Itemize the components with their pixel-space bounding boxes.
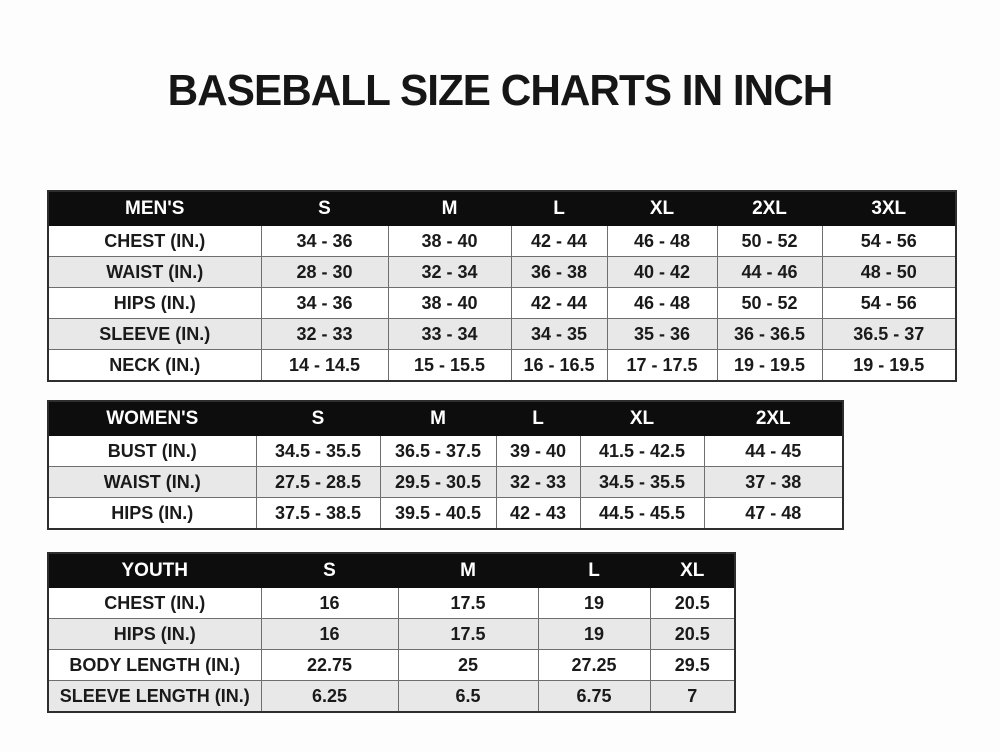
size-value-cell: 16 - 16.5 [511, 350, 607, 382]
size-value-cell: 34 - 36 [261, 288, 388, 319]
row-label: CHEST (IN.) [48, 588, 261, 619]
size-column-header: 3XL [822, 191, 956, 226]
size-value-cell: 54 - 56 [822, 288, 956, 319]
size-value-cell: 42 - 44 [511, 288, 607, 319]
size-value-cell: 47 - 48 [704, 498, 843, 530]
size-value-cell: 35 - 36 [607, 319, 717, 350]
size-value-cell: 48 - 50 [822, 257, 956, 288]
size-value-cell: 46 - 48 [607, 288, 717, 319]
table-row [48, 681, 735, 713]
size-value-cell: 37.5 - 38.5 [256, 498, 380, 530]
size-value-cell: 44 - 46 [717, 257, 822, 288]
table-row [48, 288, 956, 319]
size-value-cell: 25 [398, 650, 538, 681]
size-value-cell: 32 - 33 [496, 467, 580, 498]
size-value-cell: 40 - 42 [607, 257, 717, 288]
size-value-cell: 28 - 30 [261, 257, 388, 288]
size-value-cell: 7 [650, 681, 735, 713]
size-value-cell: 34 - 35 [511, 319, 607, 350]
size-column-header: S [256, 401, 380, 436]
size-column-header: XL [650, 553, 735, 588]
size-value-cell: 41.5 - 42.5 [580, 436, 704, 467]
womens-header-row [48, 401, 843, 436]
youth-size-table [47, 552, 736, 713]
size-value-cell: 46 - 48 [607, 226, 717, 257]
size-value-cell: 33 - 34 [388, 319, 511, 350]
size-value-cell: 44.5 - 45.5 [580, 498, 704, 530]
size-value-cell: 34.5 - 35.5 [580, 467, 704, 498]
size-value-cell: 27.5 - 28.5 [256, 467, 380, 498]
size-column-header: M [388, 191, 511, 226]
size-value-cell: 27.25 [538, 650, 650, 681]
size-value-cell: 19 [538, 588, 650, 619]
size-value-cell: 17.5 [398, 588, 538, 619]
table-title-cell: YOUTH [48, 553, 261, 588]
table-row [48, 257, 956, 288]
size-column-header: 2XL [704, 401, 843, 436]
size-value-cell: 16 [261, 619, 398, 650]
size-value-cell: 14 - 14.5 [261, 350, 388, 382]
table-row [48, 226, 956, 257]
row-label: CHEST (IN.) [48, 226, 261, 257]
table-row [48, 436, 843, 467]
row-label: NECK (IN.) [48, 350, 261, 382]
size-value-cell: 17.5 [398, 619, 538, 650]
size-value-cell: 37 - 38 [704, 467, 843, 498]
size-value-cell: 20.5 [650, 588, 735, 619]
size-value-cell: 6.5 [398, 681, 538, 713]
table-row [48, 319, 956, 350]
size-column-header: M [380, 401, 496, 436]
size-value-cell: 36 - 38 [511, 257, 607, 288]
womens-size-table [47, 400, 844, 530]
size-value-cell: 38 - 40 [388, 226, 511, 257]
table-title-cell: WOMEN'S [48, 401, 256, 436]
size-value-cell: 29.5 [650, 650, 735, 681]
size-column-header: XL [607, 191, 717, 226]
size-value-cell: 54 - 56 [822, 226, 956, 257]
size-value-cell: 38 - 40 [388, 288, 511, 319]
size-value-cell: 42 - 43 [496, 498, 580, 530]
size-value-cell: 22.75 [261, 650, 398, 681]
table-row [48, 588, 735, 619]
size-column-header: 2XL [717, 191, 822, 226]
size-value-cell: 50 - 52 [717, 226, 822, 257]
row-label: HIPS (IN.) [48, 288, 261, 319]
size-value-cell: 15 - 15.5 [388, 350, 511, 382]
table-row [48, 498, 843, 530]
size-value-cell: 29.5 - 30.5 [380, 467, 496, 498]
size-column-header: S [261, 553, 398, 588]
size-value-cell: 6.25 [261, 681, 398, 713]
size-value-cell: 42 - 44 [511, 226, 607, 257]
size-value-cell: 32 - 33 [261, 319, 388, 350]
row-label: SLEEVE (IN.) [48, 319, 261, 350]
size-value-cell: 32 - 34 [388, 257, 511, 288]
size-value-cell: 19 - 19.5 [822, 350, 956, 382]
row-label: SLEEVE LENGTH (IN.) [48, 681, 261, 713]
youth-header-row [48, 553, 735, 588]
row-label: HIPS (IN.) [48, 498, 256, 530]
table-row [48, 650, 735, 681]
row-label: WAIST (IN.) [48, 257, 261, 288]
size-value-cell: 36 - 36.5 [717, 319, 822, 350]
size-value-cell: 34 - 36 [261, 226, 388, 257]
size-value-cell: 50 - 52 [717, 288, 822, 319]
row-label: WAIST (IN.) [48, 467, 256, 498]
size-value-cell: 6.75 [538, 681, 650, 713]
table-title-cell: MEN'S [48, 191, 261, 226]
size-value-cell: 34.5 - 35.5 [256, 436, 380, 467]
table-row [48, 467, 843, 498]
page-title: BASEBALL SIZE CHARTS IN INCH [167, 66, 833, 115]
size-value-cell: 36.5 - 37 [822, 319, 956, 350]
size-value-cell: 39 - 40 [496, 436, 580, 467]
size-value-cell: 44 - 45 [704, 436, 843, 467]
size-column-header: M [398, 553, 538, 588]
row-label: BUST (IN.) [48, 436, 256, 467]
size-value-cell: 19 [538, 619, 650, 650]
table-row [48, 619, 735, 650]
size-column-header: L [496, 401, 580, 436]
mens-size-table [47, 190, 957, 382]
size-value-cell: 16 [261, 588, 398, 619]
size-column-header: S [261, 191, 388, 226]
row-label: BODY LENGTH (IN.) [48, 650, 261, 681]
size-value-cell: 36.5 - 37.5 [380, 436, 496, 467]
size-value-cell: 19 - 19.5 [717, 350, 822, 382]
mens-header-row [48, 191, 956, 226]
size-value-cell: 39.5 - 40.5 [380, 498, 496, 530]
size-value-cell: 20.5 [650, 619, 735, 650]
row-label: HIPS (IN.) [48, 619, 261, 650]
size-value-cell: 17 - 17.5 [607, 350, 717, 382]
table-row [48, 350, 956, 382]
size-column-header: L [538, 553, 650, 588]
size-column-header: XL [580, 401, 704, 436]
size-column-header: L [511, 191, 607, 226]
